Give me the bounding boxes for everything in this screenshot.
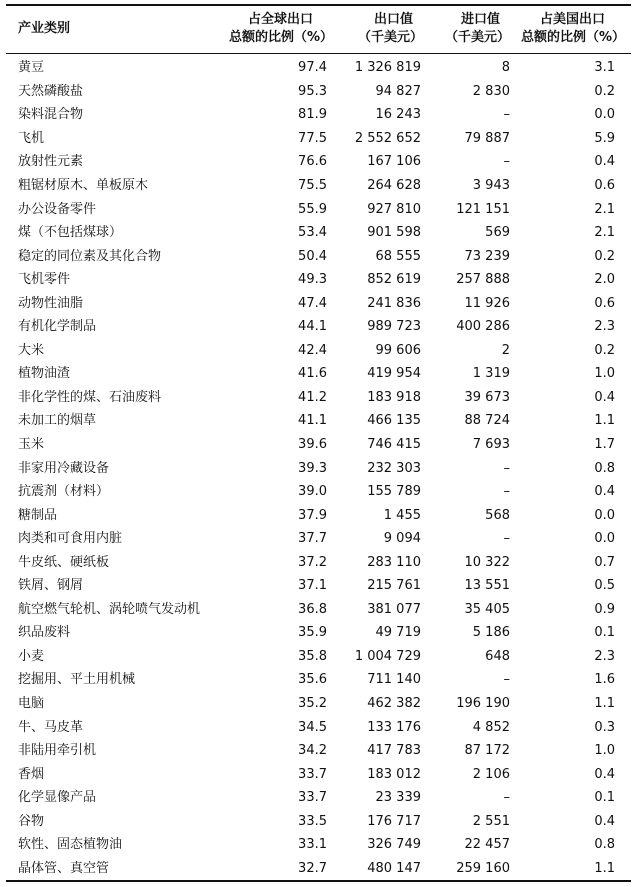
table-row — [6, 268, 631, 292]
cell-category: 天然磷酸盐 — [18, 83, 84, 99]
cell-category: 铁屑、钢屑 — [18, 578, 84, 594]
cell-us-share: 0.4 — [594, 154, 615, 170]
header-global-share-line2: 总额的比例（%） — [228, 30, 333, 45]
cell-import-value: 121 151 — [456, 201, 510, 217]
cell-category: 挖掘用、平土用机械 — [18, 672, 136, 688]
cell-import-value: 568 — [485, 507, 510, 523]
table-row — [6, 197, 631, 221]
cell-global-share: 37.2 — [298, 554, 327, 570]
cell-us-share: 0.8 — [594, 837, 615, 853]
cell-global-share: 33.7 — [298, 790, 327, 806]
cell-us-share: 0.2 — [594, 248, 615, 264]
cell-category: 牛皮纸、硬纸板 — [18, 554, 110, 570]
cell-export-value: 711 140 — [367, 672, 421, 688]
cell-us-share: 2.1 — [594, 201, 615, 217]
cell-export-value: 155 789 — [367, 484, 421, 500]
cell-global-share: 41.6 — [298, 366, 327, 382]
cell-import-value: 8 — [501, 60, 510, 76]
cell-export-value: 264 628 — [367, 178, 421, 193]
cell-category: 软性、固态植物油 — [18, 837, 123, 853]
table-row — [6, 127, 631, 151]
cell-import-value: 3 943 — [472, 178, 510, 193]
cell-export-value: 746 415 — [367, 437, 421, 453]
cell-import-value: – — [503, 790, 510, 806]
cell-import-value: 4 852 — [472, 719, 510, 735]
cell-import-value: 13 551 — [464, 578, 510, 594]
table-row — [6, 386, 631, 410]
cell-us-share: 0.7 — [594, 554, 615, 570]
cell-us-share: 0.9 — [594, 601, 615, 617]
cell-import-value: 88 724 — [464, 413, 510, 429]
cell-category: 谷物 — [18, 813, 45, 829]
cell-import-value: 5 186 — [472, 625, 510, 641]
cell-category: 香烟 — [18, 766, 45, 782]
cell-us-share: 3.1 — [594, 60, 615, 76]
table-row — [6, 786, 631, 810]
cell-global-share: 33.5 — [298, 813, 327, 829]
header-import-line1: 进口值 — [460, 12, 500, 27]
cell-category: 玉米 — [18, 437, 45, 453]
cell-us-share: 1.1 — [594, 860, 615, 876]
cell-import-value: 648 — [485, 648, 510, 664]
cell-global-share: 35.9 — [298, 625, 327, 641]
cell-export-value: 989 723 — [367, 319, 421, 335]
cell-us-share: 0.4 — [594, 813, 615, 829]
cell-us-share: 1.0 — [594, 366, 615, 382]
cell-export-value: 1 004 729 — [354, 648, 421, 664]
cell-category: 植物油渣 — [18, 366, 71, 382]
cell-export-value: 480 147 — [367, 860, 421, 876]
table-row — [6, 715, 631, 739]
cell-us-share: 0.1 — [594, 625, 615, 641]
header-global-share-line1: 占全球出口 — [247, 12, 313, 27]
cell-us-share: 0.4 — [594, 766, 615, 782]
cell-global-share: 35.8 — [298, 648, 327, 664]
cell-us-share: 0.4 — [594, 484, 615, 500]
cell-export-value: 927 810 — [367, 201, 421, 217]
cell-us-share: 0.3 — [594, 719, 615, 735]
table-row — [6, 456, 631, 480]
cell-import-value: 1 319 — [472, 366, 510, 382]
cell-export-value: 1 455 — [383, 507, 421, 523]
cell-export-value: 99 606 — [375, 342, 421, 358]
export-table — [6, 6, 631, 880]
table-row — [6, 150, 631, 174]
cell-us-share: 0.2 — [594, 342, 615, 358]
cell-global-share: 42.4 — [298, 342, 327, 358]
cell-global-share: 55.9 — [298, 201, 327, 217]
cell-global-share: 37.9 — [298, 507, 327, 523]
cell-global-share: 33.7 — [298, 766, 327, 782]
cell-global-share: 34.2 — [298, 743, 327, 759]
cell-export-value: 326 749 — [367, 837, 421, 853]
cell-global-share: 36.8 — [298, 601, 327, 617]
cell-global-share: 81.9 — [298, 107, 327, 123]
cell-us-share: 0.0 — [594, 531, 615, 547]
cell-import-value: 35 405 — [464, 601, 510, 617]
cell-import-value: – — [503, 460, 510, 476]
header-category — [6, 6, 214, 54]
cell-export-value: 94 827 — [375, 83, 421, 99]
cell-category: 有机化学制品 — [18, 319, 97, 335]
cell-category: 小麦 — [18, 648, 45, 664]
cell-category: 稳定的同位素及其化合物 — [18, 248, 162, 264]
header-import — [425, 6, 514, 54]
cell-us-share: 1.7 — [594, 437, 615, 453]
cell-export-value: 283 110 — [367, 554, 421, 570]
cell-global-share: 50.4 — [298, 248, 327, 264]
cell-import-value: 11 926 — [464, 295, 510, 311]
cell-import-value: 79 887 — [464, 130, 510, 146]
cell-import-value: 7 693 — [472, 437, 510, 453]
cell-us-share: 0.0 — [594, 507, 615, 523]
cell-global-share: 53.4 — [298, 225, 327, 241]
cell-import-value: 2 551 — [472, 813, 510, 829]
cell-import-value: – — [503, 107, 510, 123]
cell-us-share: 0.8 — [594, 460, 615, 476]
cell-category: 非陆用牵引机 — [18, 743, 97, 759]
cell-us-share: 1.1 — [594, 696, 615, 712]
table-row — [6, 409, 631, 433]
cell-category: 染料混合物 — [18, 107, 84, 123]
cell-export-value: 462 382 — [367, 696, 421, 712]
cell-category: 肉类和可食用内脏 — [18, 531, 123, 547]
table-row — [6, 810, 631, 834]
cell-us-share: 0.1 — [594, 790, 615, 806]
cell-export-value: 852 619 — [367, 272, 421, 288]
cell-us-share: 1.1 — [594, 413, 615, 429]
table-bottom-rule — [6, 880, 631, 882]
table-row — [6, 503, 631, 527]
cell-category: 黄豆 — [18, 60, 45, 76]
cell-import-value: – — [503, 154, 510, 170]
cell-category: 办公设备零件 — [18, 201, 97, 217]
cell-us-share: 5.9 — [594, 130, 615, 146]
cell-global-share: 77.5 — [298, 130, 327, 146]
cell-export-value: 176 717 — [367, 813, 421, 829]
cell-export-value: 1 326 819 — [354, 60, 421, 76]
table-row — [6, 857, 631, 881]
cell-global-share: 44.1 — [298, 319, 327, 335]
cell-global-share: 33.1 — [298, 837, 327, 853]
cell-category: 煤（不包括煤球） — [18, 225, 123, 241]
table-row — [6, 692, 631, 716]
header-export — [337, 6, 425, 54]
cell-category: 大米 — [18, 342, 45, 358]
header-us-share — [514, 6, 631, 54]
cell-export-value: 183 918 — [367, 389, 421, 405]
cell-global-share: 39.6 — [298, 437, 327, 453]
cell-category: 糖制品 — [18, 507, 58, 523]
table-row — [6, 645, 631, 669]
cell-import-value: 257 888 — [456, 272, 510, 288]
table-row — [6, 621, 631, 645]
cell-import-value: 10 322 — [464, 554, 510, 570]
cell-global-share: 32.7 — [298, 860, 327, 876]
table-row — [6, 174, 631, 198]
cell-category: 电脑 — [18, 696, 45, 712]
cell-import-value: – — [503, 531, 510, 547]
cell-global-share: 97.4 — [298, 60, 327, 76]
cell-us-share: 2.0 — [594, 272, 615, 288]
cell-category: 未加工的烟草 — [18, 413, 97, 429]
cell-import-value: 569 — [485, 225, 510, 241]
cell-import-value: 259 160 — [456, 860, 510, 876]
table-row — [6, 833, 631, 857]
cell-us-share: 0.4 — [594, 389, 615, 405]
table-row — [6, 550, 631, 574]
cell-us-share: 2.1 — [594, 225, 615, 241]
cell-export-value: 215 761 — [367, 578, 421, 594]
cell-category: 飞机零件 — [18, 272, 71, 288]
cell-export-value: 419 954 — [367, 366, 421, 382]
cell-global-share: 76.6 — [298, 154, 327, 170]
cell-global-share: 37.7 — [298, 531, 327, 547]
cell-import-value: 2 830 — [472, 83, 510, 99]
cell-import-value: – — [503, 484, 510, 500]
cell-global-share: 47.4 — [298, 295, 327, 311]
header-import-line2: （千美元） — [444, 30, 510, 45]
cell-import-value: 2 — [501, 342, 510, 358]
table-row — [6, 598, 631, 622]
cell-category: 牛、马皮革 — [18, 719, 84, 735]
table-row — [6, 433, 631, 457]
cell-category: 飞机 — [18, 130, 45, 146]
table-row — [6, 527, 631, 551]
cell-global-share: 75.5 — [298, 178, 327, 193]
cell-category: 粗锯材原木、单板原木 — [18, 178, 149, 193]
cell-export-value: 2 552 652 — [354, 130, 421, 146]
cell-category: 织品废料 — [18, 625, 71, 641]
cell-global-share: 39.3 — [298, 460, 327, 476]
cell-global-share: 34.5 — [298, 719, 327, 735]
cell-us-share: 1.6 — [594, 672, 615, 688]
cell-category: 动物性油脂 — [18, 295, 84, 311]
table-row — [6, 762, 631, 786]
cell-import-value: 39 673 — [464, 389, 510, 405]
cell-global-share: 95.3 — [298, 83, 327, 99]
table-row — [6, 80, 631, 104]
cell-us-share: 1.0 — [594, 743, 615, 759]
table-row — [6, 739, 631, 763]
cell-export-value: 49 719 — [375, 625, 421, 641]
table-row — [6, 668, 631, 692]
cell-export-value: 381 077 — [367, 601, 421, 617]
table-row — [6, 54, 631, 80]
table-body — [6, 54, 631, 881]
cell-export-value: 9 094 — [383, 531, 421, 547]
cell-global-share: 49.3 — [298, 272, 327, 288]
cell-us-share: 0.6 — [594, 295, 615, 311]
cell-category: 航空燃气轮机、涡轮喷气发动机 — [18, 601, 201, 617]
cell-import-value: 400 286 — [456, 319, 510, 335]
header-export-line2: （千美元） — [357, 30, 423, 45]
cell-global-share: 37.1 — [298, 578, 327, 594]
table-row — [6, 244, 631, 268]
cell-global-share: 41.2 — [298, 389, 327, 405]
cell-export-value: 417 783 — [367, 743, 421, 759]
table-row — [6, 480, 631, 504]
header-us-share-line2: 总额的比例（%） — [520, 30, 625, 45]
header-global-share — [214, 6, 337, 54]
cell-export-value: 16 243 — [375, 107, 421, 123]
cell-global-share: 41.1 — [298, 413, 327, 429]
cell-category: 晶体管、真空管 — [18, 860, 110, 876]
cell-global-share: 35.6 — [298, 672, 327, 688]
cell-global-share: 39.0 — [298, 484, 327, 500]
export-table-container — [6, 4, 631, 882]
header-us-share-line1: 占美国出口 — [539, 12, 605, 27]
cell-us-share: 0.5 — [594, 578, 615, 594]
cell-export-value: 133 176 — [367, 719, 421, 735]
table-row — [6, 362, 631, 386]
table-row — [6, 339, 631, 363]
cell-category: 放射性元素 — [18, 154, 84, 170]
cell-us-share: 2.3 — [594, 319, 615, 335]
cell-us-share: 0.6 — [594, 178, 615, 193]
cell-export-value: 241 836 — [367, 295, 421, 311]
cell-import-value: 73 239 — [464, 248, 510, 264]
cell-category: 非家用冷藏设备 — [18, 460, 110, 476]
table-row — [6, 574, 631, 598]
header-export-line1: 出口值 — [373, 12, 413, 27]
table-header — [6, 6, 631, 54]
cell-export-value: 901 598 — [367, 225, 421, 241]
cell-export-value: 183 012 — [367, 766, 421, 782]
cell-import-value: 2 106 — [472, 766, 510, 782]
cell-import-value: – — [503, 672, 510, 688]
cell-us-share: 0.2 — [594, 83, 615, 99]
cell-export-value: 232 303 — [367, 460, 421, 476]
cell-export-value: 466 135 — [367, 413, 421, 429]
table-row — [6, 221, 631, 245]
cell-import-value: 87 172 — [464, 743, 510, 759]
table-row — [6, 103, 631, 127]
cell-export-value: 167 106 — [367, 154, 421, 170]
cell-us-share: 0.0 — [594, 107, 615, 123]
table-row — [6, 291, 631, 315]
cell-import-value: 196 190 — [456, 696, 510, 712]
cell-export-value: 68 555 — [375, 248, 421, 264]
cell-us-share: 2.3 — [594, 648, 615, 664]
cell-global-share: 35.2 — [298, 696, 327, 712]
cell-category: 化学显像产品 — [18, 790, 97, 806]
cell-category: 非化学性的煤、石油废料 — [18, 389, 162, 405]
table-row — [6, 315, 631, 339]
cell-export-value: 23 339 — [375, 790, 421, 806]
cell-import-value: 22 457 — [464, 837, 510, 853]
cell-category: 抗震剂（材料） — [18, 484, 110, 500]
header-category-label: 产业类别 — [18, 21, 71, 36]
